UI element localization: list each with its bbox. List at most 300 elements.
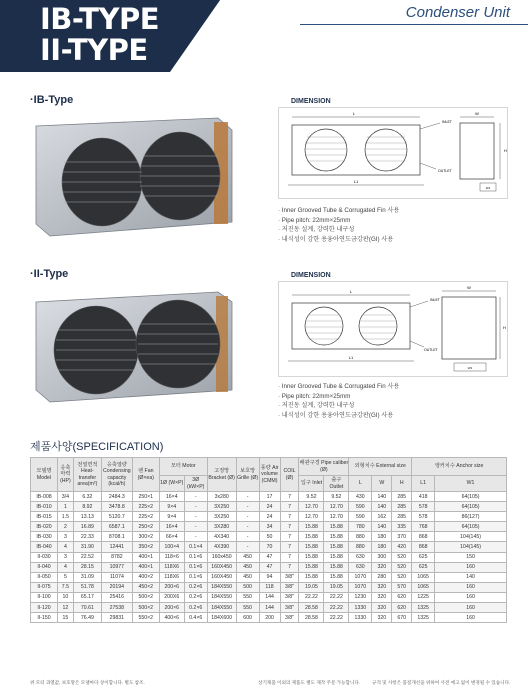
table-cell: 13.13	[73, 512, 101, 522]
table-cell: 320	[372, 613, 392, 623]
table-cell: 20194	[101, 582, 132, 592]
table-cell: 51.78	[73, 582, 101, 592]
table-cell: 300	[372, 552, 392, 562]
table-cell: II-050	[31, 572, 58, 582]
table-cell: 11074	[101, 572, 132, 582]
table-cell: 620	[392, 592, 412, 602]
table-cell: 15.88	[324, 572, 349, 582]
table-cell: 15.88	[299, 552, 324, 562]
table-cell: 0.1×4	[184, 542, 207, 552]
table-cell: 15	[57, 613, 73, 623]
table-cell: 400×6	[159, 613, 184, 623]
table-cell: 450	[236, 562, 259, 572]
col-header-air: 풍량 Air volume (CMM)	[259, 458, 280, 492]
table-cell: 868	[412, 532, 435, 542]
table-cell: 15.88	[299, 562, 324, 572]
table-cell: 1230	[349, 592, 372, 602]
ib-dim-l1: L1	[353, 179, 359, 184]
table-cell: IB-008	[31, 492, 58, 502]
table-cell: II-120	[31, 603, 58, 613]
table-cell: 140	[372, 502, 392, 512]
title-line-2: II-TYPE	[40, 33, 148, 67]
ib-dimension-drawing	[278, 107, 508, 199]
table-cell: 1070	[349, 582, 372, 592]
table-row	[31, 592, 507, 602]
table-cell: 47	[259, 562, 280, 572]
col-header-bracket: 고정망 Bracket (Ø)	[207, 458, 236, 492]
table-cell: 7	[280, 522, 299, 532]
table-cell: 5120.7	[101, 512, 132, 522]
table-cell: 3/8"	[280, 613, 299, 623]
table-cell: -	[184, 512, 207, 522]
ib-feature-item: · Pipe pitch: 22mm×25mm	[278, 216, 399, 226]
table-cell: 5	[57, 572, 73, 582]
table-cell: 0.1×6	[184, 572, 207, 582]
spec-table	[30, 457, 507, 623]
table-cell: 0.2×6	[184, 582, 207, 592]
ib-dim-w: W	[475, 111, 479, 116]
table-cell: 320	[372, 592, 392, 602]
ii-dim-l1: L1	[348, 355, 354, 360]
ii-dim-outlet: OUTLET	[424, 348, 438, 352]
table-cell: 31.09	[73, 572, 101, 582]
table-cell: 28.58	[299, 613, 324, 623]
table-cell: 3/8"	[280, 582, 299, 592]
table-cell: 34	[259, 522, 280, 532]
table-cell: 590	[349, 512, 372, 522]
ii-feature-list	[278, 382, 399, 420]
table-cell: 1330	[349, 603, 372, 613]
table-cell: 28.15	[73, 562, 101, 572]
ib-feature-item: · 저진동 설계, 강력한 내구성	[278, 225, 399, 235]
table-cell: 104(145)	[435, 542, 507, 552]
table-cell: 140	[372, 492, 392, 502]
table-row	[31, 582, 507, 592]
table-cell: 28.58	[299, 603, 324, 613]
table-cell: 22.22	[324, 603, 349, 613]
table-cell: 3X250	[207, 502, 236, 512]
table-cell: 285	[392, 502, 412, 512]
col-header-coil: COIL (Ø)	[280, 458, 299, 492]
table-cell: 144	[259, 592, 280, 602]
table-cell: -	[184, 522, 207, 532]
table-cell: 180	[372, 532, 392, 542]
table-cell: 184X600	[207, 613, 236, 623]
table-cell: 15.88	[324, 532, 349, 542]
table-cell: 550	[236, 592, 259, 602]
col-header-area: 전열면적 Heat-transfer area(m²)	[73, 458, 101, 492]
table-cell: 70.61	[73, 603, 101, 613]
table-cell: 64(105)	[435, 492, 507, 502]
table-cell: 3/4	[57, 492, 73, 502]
page-header	[0, 0, 528, 72]
table-cell: 160X450	[207, 572, 236, 582]
table-cell: 50	[259, 532, 280, 542]
table-cell: 7	[280, 512, 299, 522]
table-cell: 420	[392, 542, 412, 552]
col-header-anchor: 앵커치수 Anchor size	[412, 458, 507, 476]
table-cell: 768	[412, 522, 435, 532]
table-cell: 578	[412, 502, 435, 512]
table-cell: 4X390	[207, 542, 236, 552]
table-cell: IB-030	[31, 532, 58, 542]
table-row	[31, 522, 507, 532]
table-row	[31, 532, 507, 542]
table-cell: 22.33	[73, 532, 101, 542]
table-cell: 15.88	[324, 562, 349, 572]
table-cell: 225×2	[132, 502, 159, 512]
table-cell: 7.5	[57, 582, 73, 592]
table-cell: 0.2×6	[184, 603, 207, 613]
table-cell: -	[184, 532, 207, 542]
table-cell: 70	[259, 542, 280, 552]
table-cell: 3	[57, 532, 73, 542]
table-cell: -	[236, 512, 259, 522]
table-cell: 1225	[412, 592, 435, 602]
table-cell: 370	[392, 532, 412, 542]
table-cell: 500	[236, 582, 259, 592]
table-cell: 16×4	[159, 492, 184, 502]
table-cell: 160	[435, 562, 507, 572]
table-row	[31, 552, 507, 562]
spec-note-1: 위 모터 과열값, 보호망은 모델마다 상이합니다. 별도 참조.	[30, 680, 145, 685]
table-cell: 140	[435, 572, 507, 582]
table-cell: 8708.1	[101, 532, 132, 542]
table-cell: 7	[280, 502, 299, 512]
table-cell: 8.92	[73, 502, 101, 512]
table-cell: 450	[236, 552, 259, 562]
table-cell: 225×2	[132, 512, 159, 522]
table-cell: 144	[259, 603, 280, 613]
page-subtitle: Condenser Unit	[405, 4, 510, 21]
col-header-hp: 응축 마력 (HP)	[57, 458, 73, 492]
table-cell: 400×1	[132, 552, 159, 562]
table-cell: 1065	[412, 572, 435, 582]
table-cell: 4	[57, 562, 73, 572]
col-header-motor-1: 1Ø (W×P)	[159, 476, 184, 492]
table-cell: -	[236, 542, 259, 552]
table-cell: -	[236, 492, 259, 502]
table-cell: 94	[259, 572, 280, 582]
table-cell: 10977	[101, 562, 132, 572]
table-cell: 8782	[101, 552, 132, 562]
table-cell: 630	[349, 552, 372, 562]
table-cell: 184X550	[207, 582, 236, 592]
ib-feature-item: · Inner Grooved Tube & Corrugated Fin 사용	[278, 206, 399, 216]
table-cell: 3x280	[207, 492, 236, 502]
table-cell: 0.2×6	[184, 592, 207, 602]
table-cell: 3/8"	[280, 603, 299, 613]
ib-feature-item: · 내식성이 강한 용융아연도금강판(GI) 사용	[278, 235, 399, 245]
table-cell: 22.22	[299, 592, 324, 602]
col-header-capacity: 응축열량 Condensing capacity (kcal/h)	[101, 458, 132, 492]
table-cell: 65.17	[73, 592, 101, 602]
table-cell: 16.89	[73, 522, 101, 532]
ib-type-heading: ·IB-Type	[30, 94, 74, 106]
table-cell: 780	[349, 522, 372, 532]
table-cell: 3/8"	[280, 592, 299, 602]
table-cell: 47	[259, 552, 280, 562]
table-cell: 450×2	[132, 582, 159, 592]
table-cell: 12441	[101, 542, 132, 552]
table-cell: 3/8"	[280, 572, 299, 582]
table-cell: 7	[280, 562, 299, 572]
table-cell: 15.88	[299, 522, 324, 532]
table-cell: 22.52	[73, 552, 101, 562]
table-cell: 880	[349, 542, 372, 552]
col-header-pipe: 배관구경 Pipe caliber (Ø)	[299, 458, 349, 476]
table-cell: -	[184, 502, 207, 512]
table-cell: 104(145)	[435, 532, 507, 542]
table-cell: 1.5	[57, 512, 73, 522]
subtitle-rule	[300, 24, 528, 25]
col-header-anchor-w1: W1	[435, 476, 507, 492]
table-cell: 140	[372, 522, 392, 532]
table-cell: 10	[57, 592, 73, 602]
table-cell: 3	[57, 552, 73, 562]
table-cell: 1070	[349, 572, 372, 582]
table-cell: 4X340	[207, 532, 236, 542]
table-cell: 1325	[412, 603, 435, 613]
table-cell: 19.05	[299, 582, 324, 592]
table-cell: II-040	[31, 562, 58, 572]
table-cell: 160	[435, 613, 507, 623]
table-cell: 12.70	[299, 502, 324, 512]
table-cell: 285	[392, 512, 412, 522]
ii-feature-item: · 내식성이 강한 용융아연도금강판(GI) 사용	[278, 411, 399, 421]
table-row	[31, 613, 507, 623]
table-cell: 1330	[349, 613, 372, 623]
table-cell: IB-020	[31, 522, 58, 532]
table-cell: 450	[236, 572, 259, 582]
col-header-ext-w: W	[372, 476, 392, 492]
table-cell: IB-010	[31, 502, 58, 512]
table-cell: 9.52	[324, 492, 349, 502]
table-cell: 520	[392, 572, 412, 582]
table-cell: 350×2	[132, 542, 159, 552]
table-cell: 418	[412, 492, 435, 502]
col-header-external: 외형치수 External size	[349, 458, 412, 476]
table-cell: 184X550	[207, 592, 236, 602]
table-cell: 9.52	[299, 492, 324, 502]
table-cell: 160x450	[207, 552, 236, 562]
table-cell: 160	[435, 603, 507, 613]
table-cell: 118	[259, 582, 280, 592]
table-cell: 620	[392, 603, 412, 613]
ii-feature-item: · Inner Grooved Tube & Corrugated Fin 사용	[278, 382, 399, 392]
table-cell: 0.1×6	[184, 562, 207, 572]
table-cell: 625	[412, 552, 435, 562]
table-cell: 3X250	[207, 512, 236, 522]
ib-dim-w1: W1	[485, 186, 491, 190]
table-cell: 76.49	[73, 613, 101, 623]
table-cell: 15.88	[324, 552, 349, 562]
table-cell: 180	[372, 542, 392, 552]
table-cell: 578	[412, 512, 435, 522]
table-cell: 1325	[412, 613, 435, 623]
ib-feature-list	[278, 206, 399, 244]
table-cell: 118X6	[159, 562, 184, 572]
table-cell: 162	[372, 512, 392, 522]
table-cell: 100×4	[159, 542, 184, 552]
table-cell: 500×2	[132, 592, 159, 602]
table-cell: 24	[259, 502, 280, 512]
table-row	[31, 572, 507, 582]
table-cell: 9×4	[159, 512, 184, 522]
table-cell: 16×4	[159, 522, 184, 532]
table-cell: 868	[412, 542, 435, 552]
table-cell: 250×1	[132, 492, 159, 502]
col-header-fan: 팬 Fan (Ø×ea)	[132, 458, 159, 492]
spec-note-2: 상기제품 이외의 제품도 별도 제작 주문 가능합니다.	[258, 680, 361, 685]
table-cell: 320	[372, 562, 392, 572]
col-header-pipe-outlet: 출구 Outlet	[324, 476, 349, 492]
col-header-motor-3: 3Ø (kW×P)	[184, 476, 207, 492]
table-cell: 15.88	[324, 542, 349, 552]
table-cell: 520	[392, 562, 412, 572]
table-cell: 400×2	[132, 572, 159, 582]
table-cell: 22.22	[324, 592, 349, 602]
table-cell: 7	[280, 492, 299, 502]
table-cell: II-150	[31, 613, 58, 623]
table-cell: 320	[372, 603, 392, 613]
table-cell: 160X450	[207, 562, 236, 572]
col-header-grille: 보호망 Grille (Ø)	[236, 458, 259, 492]
table-cell: 15.88	[299, 572, 324, 582]
table-cell: 880	[349, 532, 372, 542]
table-cell: 12.70	[324, 502, 349, 512]
table-cell: 64(105)	[435, 522, 507, 532]
table-cell: 6587.1	[101, 522, 132, 532]
table-cell: 9×4	[159, 502, 184, 512]
ii-dim-l: L	[349, 289, 353, 294]
table-cell: 400×1	[132, 562, 159, 572]
table-cell: 6.32	[73, 492, 101, 502]
ii-dimension-label: DIMENSION	[291, 272, 331, 279]
table-cell: II-030	[31, 552, 58, 562]
ib-dim-outlet: OUTLET	[438, 169, 452, 173]
table-cell: 1	[57, 502, 73, 512]
table-cell: 7	[280, 552, 299, 562]
table-row	[31, 603, 507, 613]
ii-dim-h: H	[503, 325, 506, 330]
table-cell: 280	[372, 572, 392, 582]
spec-note-3: 규격 및 사항은 품질개선을 위하여 사전 예고 없이 변경될 수 있습니다.	[372, 680, 511, 685]
ib-type-photo	[32, 112, 238, 240]
table-row	[31, 502, 507, 512]
table-cell: 550×2	[132, 613, 159, 623]
ii-dim-w1: W1	[467, 366, 473, 370]
table-cell: -	[184, 492, 207, 502]
table-cell: 17	[259, 492, 280, 502]
table-cell: 3478.8	[101, 502, 132, 512]
table-row	[31, 512, 507, 522]
ii-feature-item: · 저진동 설계, 강력한 내구성	[278, 401, 399, 411]
table-cell: IB-015	[31, 512, 58, 522]
table-cell: 0.1×6	[184, 552, 207, 562]
table-cell: 64(105)	[435, 502, 507, 512]
table-cell: 160	[435, 582, 507, 592]
table-cell: 160	[435, 592, 507, 602]
table-cell: 625	[412, 562, 435, 572]
table-cell: 630	[349, 562, 372, 572]
table-cell: 430	[349, 492, 372, 502]
title-line-1: IB-TYPE	[40, 2, 160, 36]
table-cell: 285	[392, 492, 412, 502]
col-header-anchor-l1: L1	[412, 476, 435, 492]
table-cell: 66×4	[159, 532, 184, 542]
spec-title: 제품사양(SPECIFICATION)	[30, 441, 164, 453]
table-cell: 200X6	[159, 592, 184, 602]
table-cell: 22.22	[324, 613, 349, 623]
table-cell: 31.90	[73, 542, 101, 552]
table-row	[31, 492, 507, 502]
table-cell: 25416	[101, 592, 132, 602]
table-cell: 520	[392, 552, 412, 562]
table-cell: 590	[349, 502, 372, 512]
table-row	[31, 542, 507, 552]
table-cell: II-075	[31, 582, 58, 592]
table-cell: -	[236, 522, 259, 532]
table-cell: 1065	[412, 582, 435, 592]
col-header-motor: 모터 Motor	[159, 458, 207, 476]
table-cell: 3X280	[207, 522, 236, 532]
col-header-ext-h: H	[392, 476, 412, 492]
col-header-model: 모델명 Model	[31, 458, 58, 492]
ii-dimension-drawing	[278, 281, 508, 377]
col-header-pipe-inlet: 입구 Inlet	[299, 476, 324, 492]
ii-dim-inlet: INLET	[430, 298, 440, 302]
ib-dim-h: H	[504, 148, 507, 153]
ii-dim-w: W	[467, 285, 471, 290]
table-cell: 15.88	[299, 532, 324, 542]
table-cell: 12	[57, 603, 73, 613]
table-cell: 86(127)	[435, 512, 507, 522]
table-cell: 12.70	[324, 512, 349, 522]
table-cell: 300×2	[132, 532, 159, 542]
table-cell: -	[236, 532, 259, 542]
ii-type-photo	[32, 286, 238, 406]
ii-type-heading: ·II-Type	[30, 268, 69, 280]
table-cell: 320	[372, 582, 392, 592]
table-cell: 2484.3	[101, 492, 132, 502]
table-cell: 670	[392, 613, 412, 623]
ib-dimension-label: DIMENSION	[291, 98, 331, 105]
table-cell: II-100	[31, 592, 58, 602]
table-cell: 24	[259, 512, 280, 522]
table-cell: 600	[236, 613, 259, 623]
ib-dim-inlet: INLET	[442, 120, 452, 124]
table-cell: 335	[392, 522, 412, 532]
table-cell: 0.4×6	[184, 613, 207, 623]
table-cell: 7	[280, 532, 299, 542]
table-cell: 500×2	[132, 603, 159, 613]
table-cell: 184X550	[207, 603, 236, 613]
table-cell: 15.88	[324, 522, 349, 532]
table-cell: 570	[392, 582, 412, 592]
table-cell: 200×6	[159, 603, 184, 613]
table-cell: 15.88	[299, 542, 324, 552]
table-cell: 29831	[101, 613, 132, 623]
spec-table-body	[31, 492, 507, 623]
table-cell: 200	[259, 613, 280, 623]
table-cell: 250×2	[132, 522, 159, 532]
table-cell: 118×6	[159, 552, 184, 562]
table-cell: 150	[435, 552, 507, 562]
table-cell: 550	[236, 603, 259, 613]
table-cell: 200×6	[159, 582, 184, 592]
table-cell: 7	[280, 542, 299, 552]
